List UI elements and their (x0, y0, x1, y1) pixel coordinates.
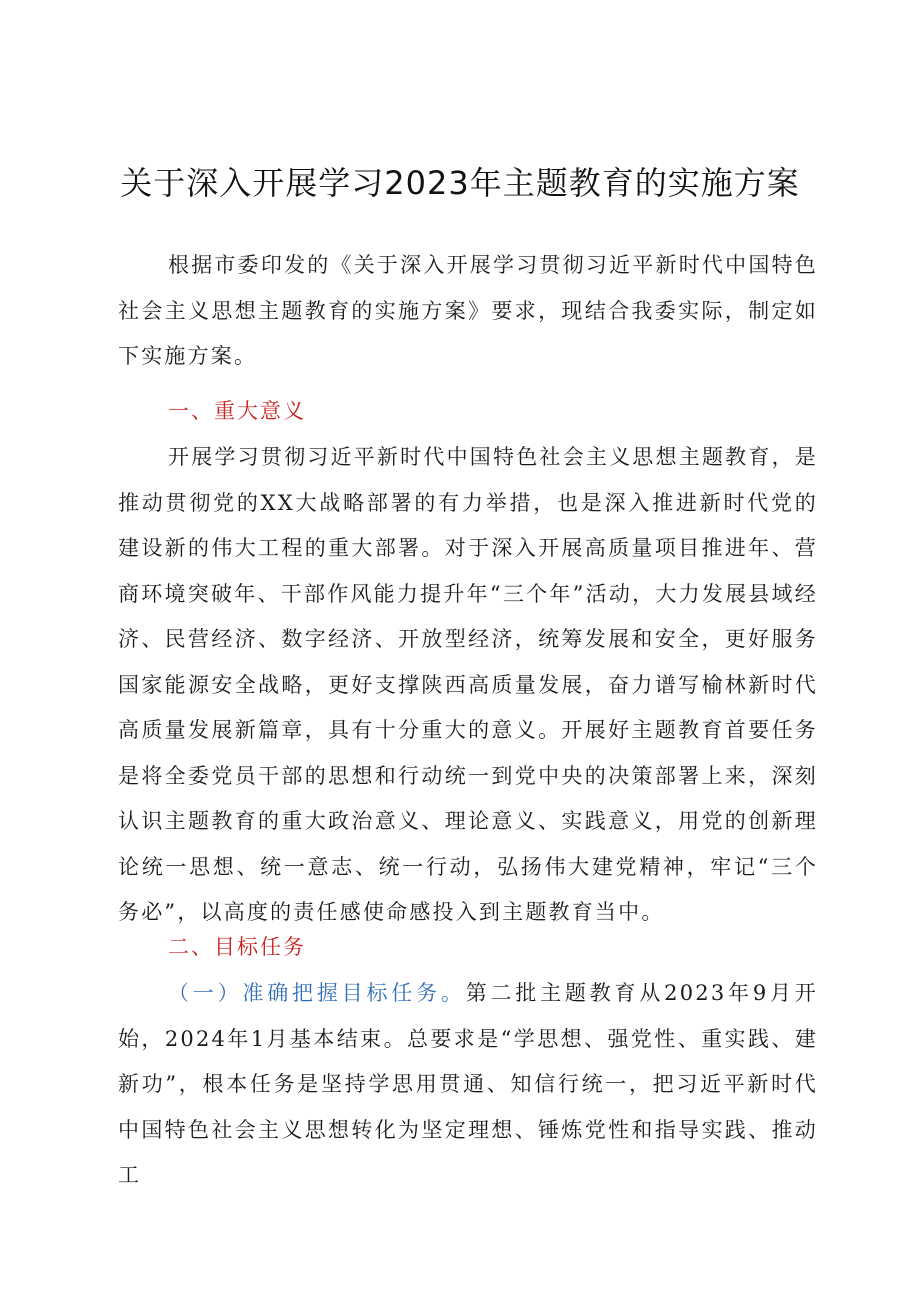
tasks-paragraph-text: 第二批主题教育从2023年9月开始，2024年1月基本结束。总要求是“学思想、强党性、重实践、建新功”，根本任务是坚持学思用贯通、知信行统一，把习近平新时代中国特色社会主义思想转化为坚定理想、锤炼党性和指导实践、推动工 (118, 981, 818, 1187)
significance-paragraph: 开展学习贯彻习近平新时代中国特色社会主义思想主题教育，是推动贯彻党的XX大战略部署的有力举措，也是深入推进新时代党的建设新的伟大工程的重大部署。对于深入开展高质量项目推进年、营商环境突破年、干部作风能力提升年“三个年”活动，大力发展县域经济、民营经济、数字经济、开放型经济，统筹发展和安全，更好服务国家能源安全战略，更好支撑陕西高质量发展，奋力谱写榆林新时代高质量发展新篇章，具有十分重大的意义。开展好主题教育首要任务是将全委党员干部的思想和行动统一到党中央的决策部署上来，深刻认识主题教育的重大政治意义、理论意义、实践意义，用党的创新理论统一思想、统一意志、统一行动，弘扬伟大建党精神，牢记“三个务必”，以高度的责任感使命感投入到主题教育当中。 (118, 445, 818, 924)
document-title: 关于深入开展学习2023年主题教育的实施方案 (120, 164, 800, 202)
intro-paragraph: 根据市委印发的《关于深入开展学习贯彻习近平新时代中国特色社会主义思想主题教育的实施方案》要求，现结合我委实际，制定如下实施方案。 (118, 253, 818, 368)
section-heading-significance: 一、重大意义 (168, 399, 306, 423)
section-heading-tasks: 二、目标任务 (168, 935, 306, 959)
subheading-accurate-grasp: （一）准确把握目标任务。 (168, 981, 466, 1005)
tasks-paragraph (118, 971, 818, 1199)
